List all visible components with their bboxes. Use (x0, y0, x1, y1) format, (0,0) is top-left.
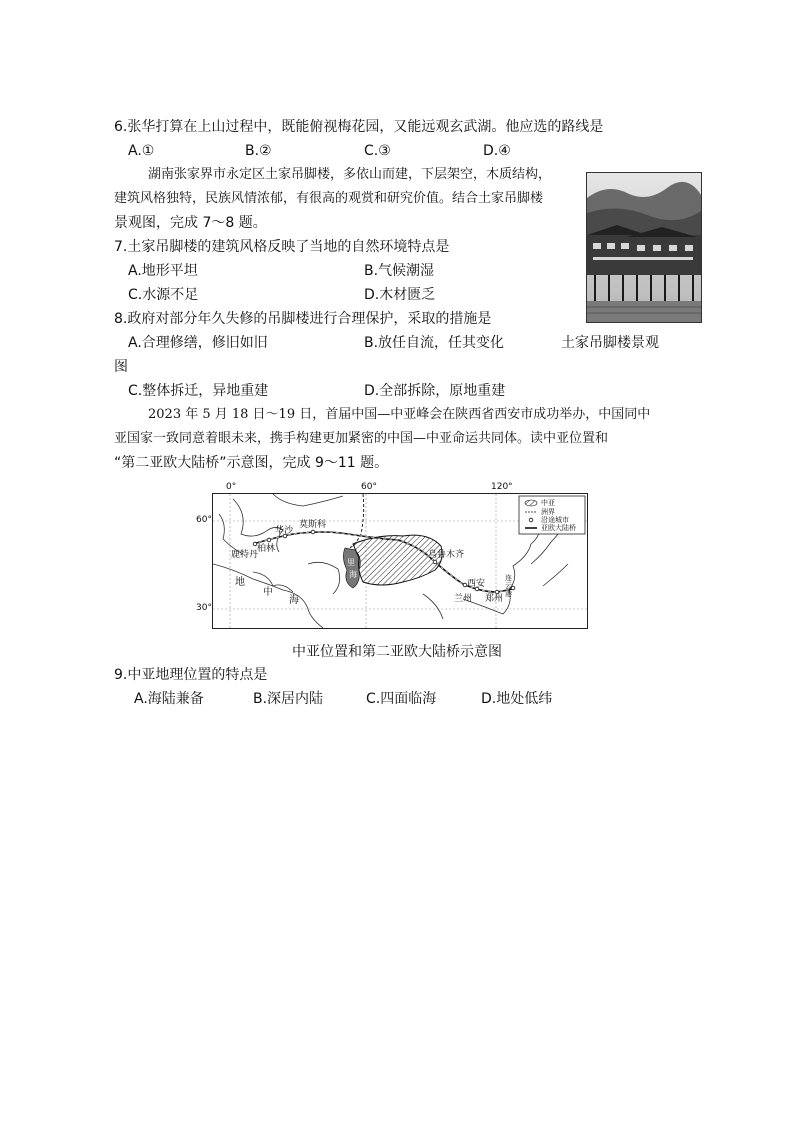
q7-stem: 7.土家吊脚楼的建筑风格反映了当地的自然环境特点是 (114, 239, 450, 255)
q9-option-c: C.四面临海 (366, 691, 437, 707)
lon-label-0: 0° (226, 482, 237, 492)
q8-option-a: A.合理修缮，修旧如旧 (128, 335, 268, 351)
q9-option-a: A.海陆兼备 (134, 691, 204, 707)
label-warsaw: 华沙 (275, 526, 294, 536)
q6-option-b: B.② (245, 143, 272, 159)
lat-label-60: 60° (196, 515, 212, 525)
map-caption: 中亚位置和第二亚欧大陆桥示意图 (292, 644, 502, 660)
legend-central-asia: 中亚 (541, 499, 555, 507)
label-lanzhou: 兰州 (454, 594, 473, 604)
map-drawing (213, 494, 587, 628)
q6-option-d: D.④ (483, 143, 511, 159)
q7-option-b: B.气候潮湿 (364, 263, 435, 279)
city-urumqi-marker (433, 560, 437, 564)
label-xian: 西安 (467, 579, 486, 589)
label-caspian-hai: 海 (349, 570, 357, 579)
central-asia-map (212, 493, 588, 629)
stilt-house-photo (586, 172, 702, 323)
passage1-line1: 湖南张家界市永定区土家吊脚楼，多依山而建，下层架空，木质结构， (148, 167, 552, 182)
legend-continent-boundary: 洲界 (541, 508, 555, 516)
label-caspian-li: 里 (347, 558, 355, 567)
q9-stem: 9.中亚地理位置的特点是 (114, 667, 268, 683)
photo-caption-part2: 图 (114, 359, 128, 375)
q7-option-d: D.木材匮乏 (364, 287, 436, 303)
city-moscow-marker (311, 530, 315, 534)
legend-city: 沿途城市 (541, 516, 569, 524)
passage1-line2: 建筑风格独特，民族风情浓郁，有很高的观赏和研究价值。结合土家吊脚楼 (114, 191, 544, 206)
q8-option-d: D.全部拆除，原地重建 (364, 383, 506, 399)
q6-stem: 6.张华打算在上山过程中，既能俯视梅花园，又能远观玄武湖。他应选的路线是 (114, 119, 604, 135)
q7-option-a: A.地形平坦 (128, 263, 198, 279)
city-berlin-marker (267, 538, 271, 542)
q9-option-d: D.地处低纬 (481, 691, 553, 707)
label-sea-di: 地 (235, 577, 245, 588)
label-sea-hai: 海 (289, 595, 299, 606)
lon-label-60: 60° (361, 482, 377, 492)
q7-option-c: C.水源不足 (128, 287, 199, 303)
label-moscow: 莫斯科 (299, 520, 327, 530)
passage2-line3: “第二亚欧大陆桥”示意图，完成 9～11 题。 (114, 455, 389, 471)
label-lianyungang: 连云港 (505, 574, 512, 598)
passage2-line2: 亚国家一致同意着眼未来，携手构建更加紧密的中国—中亚命运共同体。读中亚位置和 (114, 431, 609, 446)
passage2-line1: 2023 年 5 月 18 日～19 日，首届中国—中亚峰会在陕西省西安市成功举办，中国同中 (148, 407, 651, 422)
label-sea-zhong: 中 (263, 587, 273, 598)
central-asia-region (353, 535, 442, 585)
passage1-line3: 景观图，完成 7～8 题。 (114, 215, 267, 231)
q9-option-b: B.深居内陆 (253, 691, 324, 707)
photo-caption-part1: 土家吊脚楼景观 (561, 335, 659, 351)
q8-option-b: B.放任自流，任其变化 (364, 335, 505, 351)
label-rotterdam: 鹿特丹 (231, 550, 259, 560)
lon-label-120: 120° (491, 482, 513, 492)
lat-label-30: 30° (196, 603, 212, 613)
q6-option-a: A.① (128, 143, 155, 159)
stilt-house-illustration (587, 173, 701, 322)
label-zhengzhou: 郑州 (485, 594, 504, 604)
q8-stem: 8.政府对部分年久失修的吊脚楼进行合理保护，采取的措施是 (114, 311, 492, 327)
q8-option-c: C.整体拆迁，异地重建 (128, 383, 269, 399)
q6-option-c: C.③ (364, 143, 391, 159)
label-urumqi: 乌鲁木齐 (428, 550, 465, 560)
label-berlin: 柏林 (257, 544, 276, 554)
legend-bridge: 亚欧大陆桥 (541, 524, 576, 532)
